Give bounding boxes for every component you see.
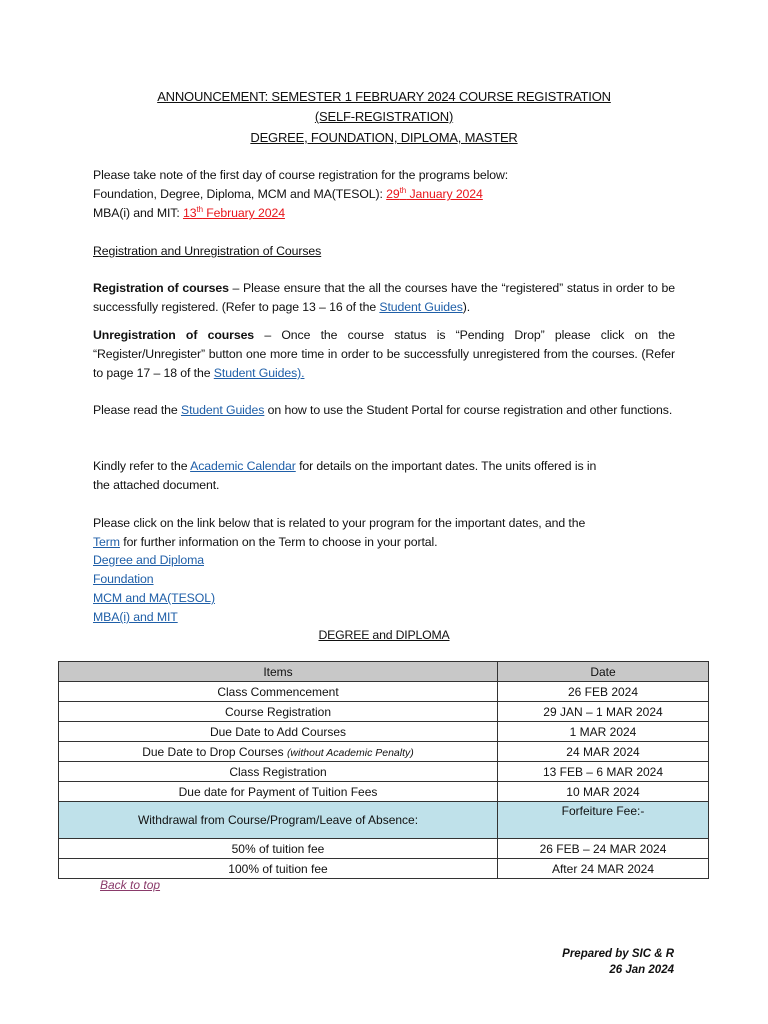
row-date: 10 MAR 2024	[498, 782, 709, 802]
student-guides-link-1[interactable]: Student Guides	[379, 300, 463, 314]
mcm-matesol-link[interactable]: MCM and MA(TESOL)	[93, 591, 215, 605]
row-date: 26 FEB – 24 MAR 2024	[498, 839, 709, 859]
intro-note: Please take note of the first day of course registration for the programs below:	[93, 168, 509, 182]
table-header-row	[59, 662, 709, 682]
programs2-label: MBA(i) and MIT:	[93, 206, 183, 220]
registration-paragraph: Registration of courses – Please ensure that the all the courses have the “registered” status in order to be successfully registered. (Refer to page 13 – 16 of the Student Guides).	[93, 281, 675, 314]
row-item: Due date for Payment of Tuition Fees	[59, 782, 498, 802]
table-row	[59, 762, 709, 782]
table-row	[59, 742, 709, 762]
row-item: Due Date to Add Courses	[59, 722, 498, 742]
student-guides-link-3[interactable]: Student Guides	[180, 403, 265, 417]
row-item: 50% of tuition fee	[59, 839, 498, 859]
row-date: 1 MAR 2024	[498, 722, 709, 742]
schedule-table	[58, 661, 709, 879]
section-heading: Registration and Unregistration of Courses	[93, 244, 322, 258]
row-date: 13 FEB – 6 MAR 2024	[498, 762, 709, 782]
intro-programs-1	[93, 185, 483, 204]
announcement-title: ANNOUNCEMENT: SEMESTER 1 FEBRUARY 2024 COURSE REGISTRATION	[157, 89, 611, 104]
term-link[interactable]: Term	[93, 535, 120, 549]
programs1-date: 29th January 2024	[386, 185, 483, 201]
table-row	[59, 839, 709, 859]
programs1-label: Foundation, Degree, Diploma, MCM and MA(TESOL):	[93, 187, 387, 201]
row-item: 100% of tuition fee	[59, 859, 498, 879]
table-title: DEGREE and DIPLOMA	[318, 628, 450, 642]
degree-diploma-link[interactable]: Degree and Diploma	[93, 553, 204, 567]
back-to-top-link[interactable]: Back to top	[100, 878, 161, 892]
calendar-paragraph: Kindly refer to the Academic Calendar for details on the important dates. The units offered is in the attached document.	[93, 459, 597, 492]
registration-term: Registration of courses	[93, 281, 229, 295]
row-date: 24 MAR 2024	[498, 742, 709, 762]
student-guides-link-2[interactable]: Student Guides).	[213, 366, 305, 380]
row-item-note: (without Academic Penalty)	[286, 746, 414, 759]
prepared-by: Prepared by SIC & R	[562, 948, 674, 960]
read-guides-paragraph: Please read the Student Guides on how to use the Student Portal for course registration and other functions.	[93, 403, 673, 417]
foundation-link[interactable]: Foundation	[93, 572, 154, 586]
table-row	[59, 722, 709, 742]
intro-programs-2	[93, 204, 285, 223]
forfeiture-fee-label: Forfeiture Fee:-	[498, 802, 709, 839]
mbai-mit-link[interactable]: MBA(i) and MIT	[93, 610, 178, 624]
table-row	[59, 859, 709, 879]
header-items: Items	[59, 662, 498, 682]
row-item: Course Registration	[59, 702, 498, 722]
row-item: Class Registration	[59, 762, 498, 782]
table-row	[59, 702, 709, 722]
row-date: After 24 MAR 2024	[498, 859, 709, 879]
row-date: 26 FEB 2024	[498, 682, 709, 702]
row-date: 29 JAN – 1 MAR 2024	[498, 702, 709, 722]
table-row	[59, 682, 709, 702]
program-links-intro: Please click on the link below that is related to your program for the important dates, and the Term for further information on the Term to choose in your portal.	[93, 516, 586, 549]
prepared-date: 26 Jan 2024	[609, 964, 674, 976]
unregistration-term: Unregistration of courses	[93, 328, 255, 342]
academic-calendar-link[interactable]: Academic Calendar	[190, 459, 296, 473]
header-date: Date	[498, 662, 709, 682]
announcement-programs: DEGREE, FOUNDATION, DIPLOMA, MASTER	[250, 130, 518, 145]
table-row	[59, 782, 709, 802]
withdrawal-label: Withdrawal from Course/Program/Leave of Absence:	[59, 802, 498, 839]
programs2-date: 13th February 2024	[182, 204, 285, 220]
row-item: Class Commencement	[59, 682, 498, 702]
row-item: Due Date to Drop Courses (without Academic Penalty)	[59, 742, 498, 762]
unregistration-paragraph: Unregistration of courses – Once the course status is “Pending Drop” please click on the “Register/Unregister” button one more time in order to be successfully unregistered from the courses. (Refer to page 17 – 18 of the Student Guides).	[93, 328, 675, 380]
withdrawal-row	[59, 802, 709, 839]
announcement-subtitle: (SELF-REGISTRATION)	[314, 109, 454, 124]
